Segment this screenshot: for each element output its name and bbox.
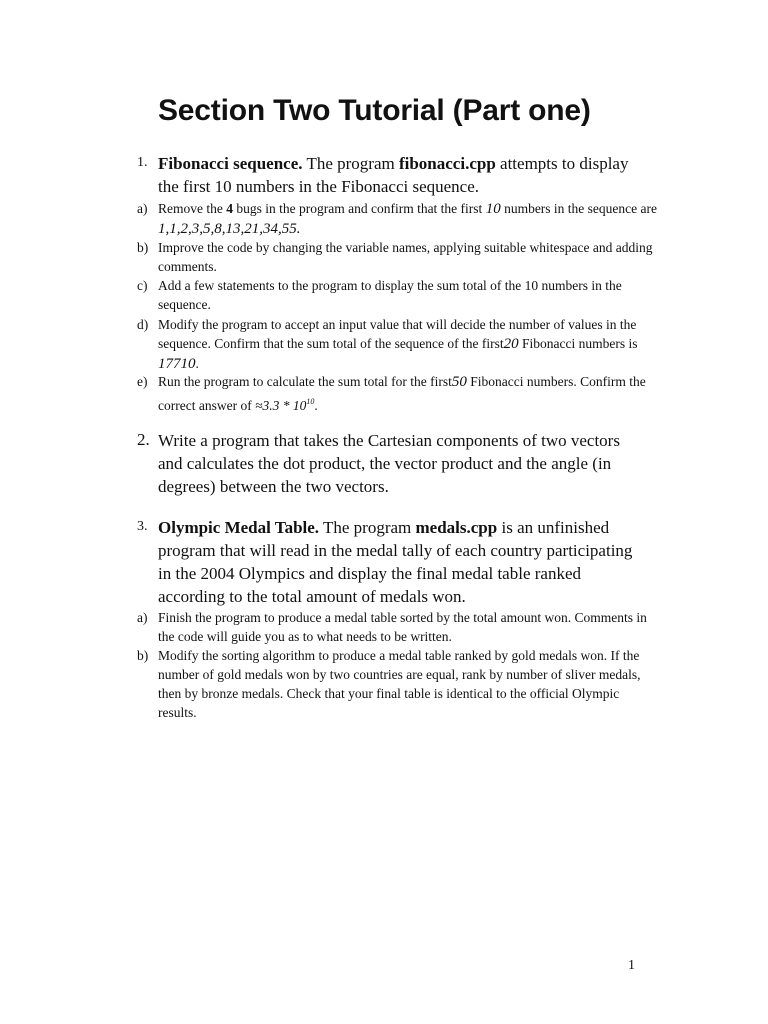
sub-question-text: Run the program to calculate the sum total for the first50 Fibonacci numbers. Confirm the correct answer of $\approx 3.3 * 10^{10}$. (158, 374, 646, 413)
page-title: Section Two Tutorial (Part one) (158, 94, 591, 127)
question-text: Fibonacci sequence. The program fibonacci.cpp attempts to display the first 10 numbers in the Fibonacci sequence. (158, 154, 629, 196)
sub-question-letter: d) (137, 317, 149, 332)
sub-question-text: Modify the sorting algorithm to produce a medal table ranked by gold medals won. If the number of gold medals won by two countries are equal, rank by number of sliver medals, then by bronze medals. Check that your final table is identical to the official Olympic results. (158, 648, 641, 720)
question-text: Olympic Medal Table. The program medals.cpp is an unfinished program that will read in the medal tally of each country participating in the 2004 Olympics and display the final medal table ranked according to the total amount of medals won. (158, 518, 633, 606)
sub-question-text: Add a few statements to the program to display the sum total of the 10 numbers in the sequence. (158, 278, 622, 312)
sub-question-letter: b) (137, 240, 149, 255)
sub-question-text: Improve the code by changing the variable names, applying suitable whitespace and adding comments. (158, 240, 653, 274)
question-number: 3. (137, 519, 148, 534)
question-heading: Fibonacci sequence. (158, 154, 303, 173)
question-text: Write a program that takes the Cartesian components of two vectors and calculates the dot product, the vector product and the angle (in degrees) between the two vectors. (158, 431, 620, 496)
file-name: fibonacci.cpp (398, 154, 496, 173)
file-name: medals.cpp (415, 518, 498, 537)
question-heading: Olympic Medal Table. (158, 518, 320, 537)
sub-question-text: Finish the program to produce a medal table sorted by the total amount won. Comments in the code will guide you as to what needs to be written. (158, 610, 647, 644)
sub-question-letter: a) (137, 201, 148, 216)
sub-question-letter: c) (137, 278, 148, 293)
sub-question-text: Remove the 4 bugs in the program and confirm that the first 10 numbers in the sequence are 1,1,2,3,5,8,13,21,34,55. (158, 201, 657, 237)
sub-question-text: Modify the program to accept an input value that will decide the number of values in the sequence. Confirm that the sum total of the sequence of the first20 Fibonacci numbers is 17710. (158, 317, 638, 372)
question-number: 1. (137, 155, 148, 170)
sub-question-letter: e) (137, 374, 148, 389)
sub-question-letter: b) (137, 648, 149, 663)
sub-question-letter: a) (137, 610, 148, 625)
page-number: 1 (628, 958, 635, 973)
question-number: 2. (137, 430, 150, 449)
